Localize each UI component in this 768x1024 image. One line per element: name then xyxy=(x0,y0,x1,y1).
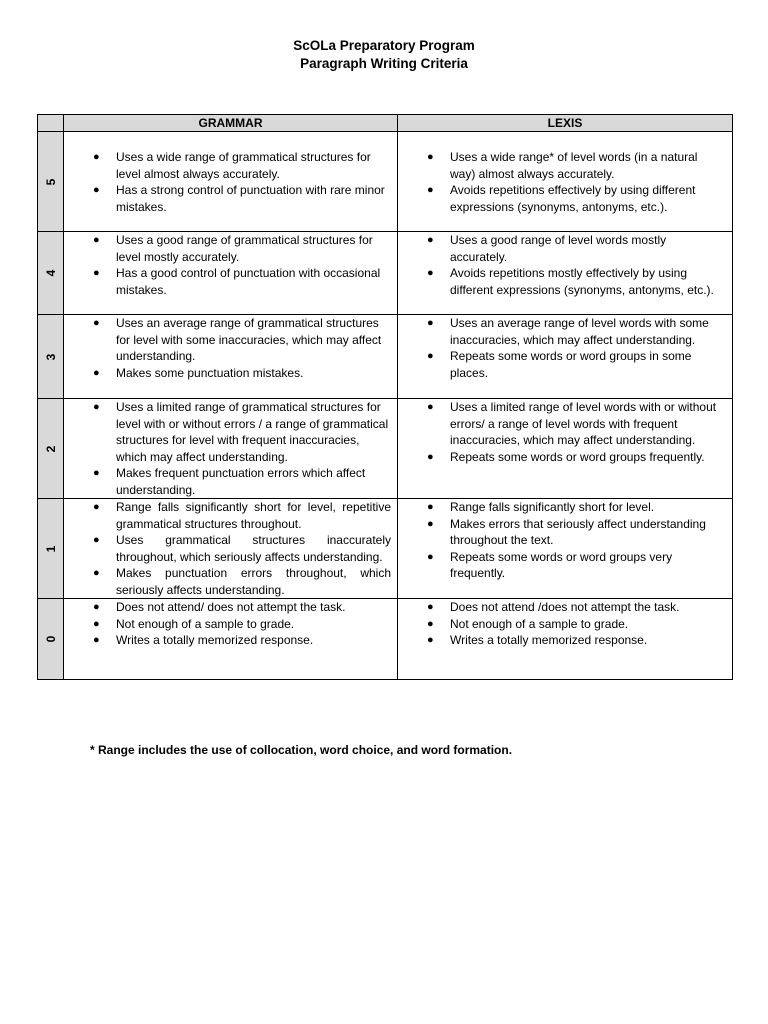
bullet-icon: ● xyxy=(93,501,100,513)
list-item: ● Makes some punctuation mistakes. xyxy=(93,365,304,380)
list-item: ● Not enough of a sample to grade. xyxy=(93,616,295,631)
header-grammar: GRAMMAR xyxy=(64,115,398,132)
bullet-icon: ● xyxy=(427,267,434,279)
list-item: ● Uses a limited range of grammatical structures for level with or without errors / a range of grammatical structures for level with frequent inaccuracies, which may affect understanding. xyxy=(93,400,389,464)
bullet-icon: ● xyxy=(93,366,100,379)
list-item: ● Uses a limited range of level words with or without errors/ a range of level words with frequent inaccuracies, which may affect understanding. xyxy=(427,400,717,447)
header-score xyxy=(38,115,64,132)
bullet-icon: ● xyxy=(427,350,434,362)
score-cell xyxy=(38,232,64,315)
table-row xyxy=(38,132,733,232)
score-label: 4 xyxy=(43,269,58,277)
list-item: ● Not enough of a sample to grade. xyxy=(427,616,629,631)
document-title xyxy=(0,37,768,73)
bullet-icon: ● xyxy=(427,601,434,613)
list-item: ● Range falls significantly short for level. xyxy=(427,500,655,514)
score-label: 2 xyxy=(43,445,58,452)
list-item: ● Makes frequent punctuation errors which affect understanding. xyxy=(93,466,366,497)
bullet-icon: ● xyxy=(93,617,100,630)
table-row xyxy=(38,499,733,599)
title-program: ScOLa Preparatory Program xyxy=(293,38,475,53)
grammar-cell xyxy=(64,232,398,315)
list-item: ● Has a strong control of punctuation with rare minor mistakes. xyxy=(93,183,385,214)
list-item: ● Repeats some words or word groups frequently. xyxy=(427,449,705,464)
lexis-cell xyxy=(398,315,733,399)
list-item: ● Uses a good range of level words mostly accurately. xyxy=(427,233,667,264)
list-item: ● Range falls significantly short for level, repetitive grammatical structures throughout. xyxy=(93,500,391,531)
score-cell xyxy=(38,132,64,232)
grammar-cell xyxy=(64,315,398,399)
grammar-cell xyxy=(64,399,398,499)
bullet-icon: ● xyxy=(93,151,100,163)
grammar-cell xyxy=(64,599,398,680)
table-header-row xyxy=(38,115,733,132)
bullet-icon: ● xyxy=(427,450,434,463)
bullet-icon: ● xyxy=(93,184,100,196)
list-item: ● Uses a wide range* of level words (in a natural way) almost always accurately. xyxy=(427,150,698,181)
bullet-icon: ● xyxy=(427,151,434,163)
list-item: ● Does not attend /does not attempt the task. xyxy=(427,600,680,614)
list-item: ● Makes errors that seriously affect understanding throughout the text. xyxy=(427,516,706,547)
bullet-icon: ● xyxy=(93,401,100,413)
list-item: ● Has a good control of punctuation with occasional mistakes. xyxy=(93,266,381,297)
lexis-cell xyxy=(398,399,733,499)
list-item: ● Writes a totally memorized response. xyxy=(93,633,314,647)
list-item: ● Uses an average range of grammatical structures for level with some inaccuracies, which may affect understanding. xyxy=(93,316,382,363)
lexis-cell xyxy=(398,599,733,680)
bullet-icon: ● xyxy=(427,517,434,530)
list-item: ● Uses a wide range of grammatical structures for level almost always accurately. xyxy=(93,150,371,181)
bullet-icon: ● xyxy=(427,550,434,563)
lexis-cell xyxy=(398,232,733,315)
score-label: 3 xyxy=(43,353,58,360)
list-item: ● Uses a good range of grammatical structures for level mostly accurately. xyxy=(93,233,373,264)
bullet-icon: ● xyxy=(427,184,434,196)
lexis-cell xyxy=(398,132,733,232)
score-label: 1 xyxy=(43,545,58,552)
score-cell xyxy=(38,499,64,599)
bullet-icon: ● xyxy=(93,267,100,279)
list-item: ● Writes a totally memorized response. xyxy=(427,633,648,647)
bullet-icon: ● xyxy=(93,534,100,546)
lexis-cell xyxy=(398,499,733,599)
list-item: ● Repeats some words or word groups in some places. xyxy=(427,349,692,380)
table-row xyxy=(38,399,733,499)
list-item: ● Avoids repetitions effectively by using different expressions (synonyms, antonyms, etc.). xyxy=(427,183,696,214)
bullet-icon: ● xyxy=(427,401,434,413)
score-cell xyxy=(38,315,64,399)
bullet-icon: ● xyxy=(427,501,434,513)
score-cell xyxy=(38,599,64,680)
list-item: ● Does not attend/ does not attempt the task. xyxy=(93,600,346,614)
footnote: * Range includes the use of collocation, word choice, and word formation. xyxy=(90,743,513,757)
header-lexis: LEXIS xyxy=(398,115,733,132)
title-criteria: Paragraph Writing Criteria xyxy=(300,56,468,71)
list-item: ● Avoids repetitions mostly effectively by using different expressions (synonyms, antonyms, etc.). xyxy=(427,266,714,297)
table-row xyxy=(38,599,733,680)
bullet-icon: ● xyxy=(427,234,434,246)
score-label: 0 xyxy=(43,635,58,643)
bullet-icon: ● xyxy=(93,467,100,479)
list-item: ● Makes punctuation errors throughout, which seriously affects understanding. xyxy=(93,566,391,597)
bullet-icon: ● xyxy=(93,601,100,613)
list-item: ● Uses grammatical structures inaccurately throughout, which seriously affects understanding. xyxy=(93,533,391,564)
grammar-cell xyxy=(64,499,398,599)
bullet-icon: ● xyxy=(93,317,100,329)
score-cell xyxy=(38,399,64,499)
list-item: ● Uses an average range of level words with some inaccuracies, which may affect understanding. xyxy=(427,316,709,347)
criteria-table xyxy=(37,114,733,680)
bullet-icon: ● xyxy=(93,234,100,246)
table-row xyxy=(38,232,733,315)
bullet-icon: ● xyxy=(427,634,434,646)
bullet-icon: ● xyxy=(93,567,100,579)
grammar-cell xyxy=(64,132,398,232)
score-label: 5 xyxy=(43,178,58,185)
list-item: ● Repeats some words or word groups very frequently. xyxy=(427,549,673,580)
bullet-icon: ● xyxy=(93,634,100,646)
table-row xyxy=(38,315,733,399)
bullet-icon: ● xyxy=(427,317,434,329)
bullet-icon: ● xyxy=(427,617,434,630)
